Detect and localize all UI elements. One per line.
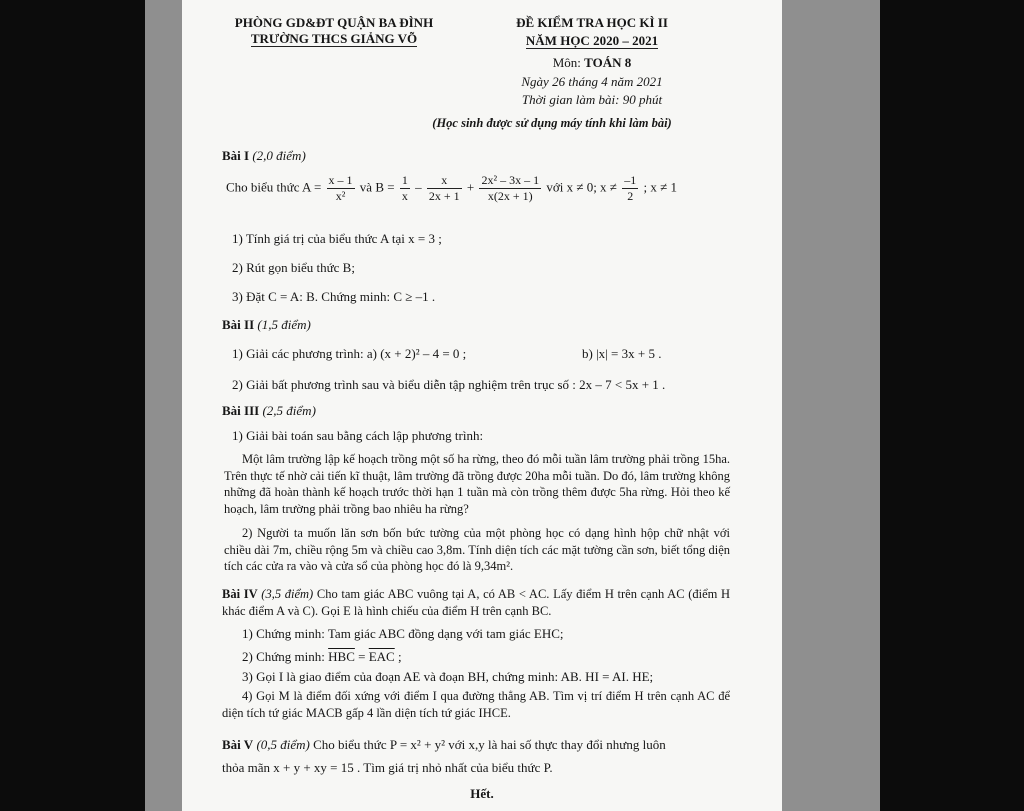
bai1-expression xyxy=(226,173,677,204)
expr-b-term1 xyxy=(400,173,410,204)
bai3-heading xyxy=(222,403,316,419)
expr-a-prefix: A = xyxy=(302,179,322,195)
left-dark-border xyxy=(0,0,145,811)
school-year-text: NĂM HỌC 2020 – 2021 xyxy=(525,33,659,48)
bai4-intro xyxy=(222,586,730,619)
bai4-intro-text: Cho tam giác ABC vuông tại A, có AB < AC. Lấy điểm H trên cạnh AC (điểm H khác điểm A và C). Gọi E là hình chiếu của điểm H trên cạnh BC. xyxy=(222,587,731,618)
school-name-text: TRƯỜNG THCS GIẢNG VÕ xyxy=(250,31,418,46)
bai5-line-1 xyxy=(222,737,666,753)
bai1-title: Bài I xyxy=(222,148,250,163)
bai3-question-1: 1) Giải bài toán sau bằng cách lập phương trình: xyxy=(232,428,484,443)
expr-b-term3 xyxy=(479,173,541,204)
subject-line xyxy=(482,55,702,71)
bai4-points: (3,5 điểm) xyxy=(261,587,314,601)
school-name xyxy=(204,31,464,47)
expr-minus: – xyxy=(415,179,422,195)
bai3-problem-2-text: 2) Người ta muốn lăn sơn bốn bức tường của một phòng học có dạng hình hộp chữ nhật với chiều dài 7m, chiều rộng 5m và chiều cao 3,8m. Tính diện tích các mặt tường cần sơn, biết tổng diện tích các cửa ra vào và cửa sổ của phòng học đó là 9,34m². xyxy=(224,526,730,573)
left-gray-margin xyxy=(145,0,182,811)
bai3-problem-2 xyxy=(224,525,730,575)
bai3-problem-1-text: Một lâm trường lập kế hoạch trồng một số ha rừng, theo đó mỗi tuần lâm trường phải trồng 15ha. Trên thực tế nhờ cải tiến kĩ thuật, lâm trường đã trồng được 20ha mỗi tuần. Do đó, lâm trường không những đã hoàn thành kế hoạch trước thời hạn 1 tuần mà còn trồng thêm được 5ha rừng. Hỏi theo kế hoạch, lâm trường phải trồng bao nhiêu ha rừng? xyxy=(224,452,730,516)
department-name: PHÒNG GD&ĐT QUẬN BA ĐÌNH xyxy=(234,15,434,30)
bai2-heading xyxy=(222,317,311,333)
expr-and: và xyxy=(359,179,373,195)
condition-prefix: với x ≠ 0; x ≠ xyxy=(546,179,617,195)
school-year xyxy=(482,33,702,49)
term1-numerator: 1 xyxy=(401,173,408,187)
angle-hbc: $\overline{HBC}$ xyxy=(328,649,355,664)
bai4-title: Bài IV xyxy=(222,587,258,601)
bai5-line-1-text: Cho biểu thức P = x² + y² với x,y là hai số thực thay đổi nhưng luôn xyxy=(313,737,666,752)
expr-a-fraction xyxy=(327,173,355,204)
bai2-title: Bài II xyxy=(222,317,255,332)
term3-numerator: 2x² – 3x – 1 xyxy=(481,173,540,187)
bai2-question-1a: 1) Giải các phương trình: a) (x + 2)² – 4 = 0 ; xyxy=(232,346,467,361)
right-gray-margin xyxy=(782,0,880,811)
subject-name: TOÁN 8 xyxy=(584,55,632,70)
calculator-note: (Học sinh được sử dụng máy tính khi làm bài) xyxy=(432,116,672,130)
bai3-points: (2,5 điểm) xyxy=(262,403,316,418)
bai4-question-3: 3) Gọi I là giao điểm của đoạn AE và đoạn BH, chứng minh: AB. HI = AI. HE; xyxy=(242,669,654,684)
condition-suffix: ; x ≠ 1 xyxy=(643,179,677,195)
right-dark-border xyxy=(880,0,1024,811)
term2-numerator: x xyxy=(427,173,462,189)
angle-eac: $\overline{EAC}$ xyxy=(368,649,395,664)
bai1-points: (2,0 điểm) xyxy=(252,148,306,163)
bai4-question-1: 1) Chứng minh: Tam giác ABC đồng dạng với tam giác EHC; xyxy=(242,626,564,641)
bai1-heading xyxy=(222,148,306,164)
bai4-question-4 xyxy=(222,688,730,721)
exam-date: Ngày 26 tháng 4 năm 2021 xyxy=(521,74,663,89)
condition-denominator: 2 xyxy=(627,189,634,203)
bai4-question-2 xyxy=(242,649,402,665)
bai3-title: Bài III xyxy=(222,403,260,418)
angle-equals: = xyxy=(358,649,366,664)
term1-denominator: x xyxy=(401,189,408,203)
bai4-q2-suffix: ; xyxy=(397,649,402,664)
expr-b-prefix: B = xyxy=(375,179,395,195)
expr-a-numerator: x – 1 xyxy=(328,173,353,187)
bai2-question-2: 2) Giải bất phương trình sau và biểu diễn tập nghiệm trên trục số : 2x – 7 < 5x + 1 . xyxy=(232,377,666,392)
end-marker: Hết. xyxy=(470,786,494,801)
bai2-points: (1,5 điểm) xyxy=(257,317,311,332)
bai3-problem-1 xyxy=(224,451,730,517)
exam-title: ĐỀ KIỂM TRA HỌC KÌ II xyxy=(516,15,668,30)
exam-duration: Thời gian làm bài: 90 phút xyxy=(521,92,663,107)
condition-fraction xyxy=(622,173,638,204)
bai4-question-4-text: 4) Gọi M là điểm đối xứng với điểm I qua đường thẳng AB. Tìm vị trí điểm H trên cạnh AC để diện tích tứ giác MACB gấp 4 lần diện tích tứ giác IHCE. xyxy=(222,689,730,720)
bai2-question-1b: b) |x| = 3x + 5 . xyxy=(582,346,662,361)
condition-numerator: –1 xyxy=(624,173,637,187)
bai4-q2-prefix: 2) Chứng minh: xyxy=(242,649,325,664)
bai1-question-3: 3) Đặt C = A: B. Chứng minh: C ≥ –1 . xyxy=(232,289,436,304)
bai5-title: Bài V xyxy=(222,737,254,752)
bai1-question-1: 1) Tính giá trị của biểu thức A tại x = 3 ; xyxy=(232,231,442,246)
expr-b-term2 xyxy=(427,173,462,204)
term3-denominator: x(2x + 1) xyxy=(487,189,533,203)
bai1-question-2: 2) Rút gọn biểu thức B; xyxy=(232,260,355,275)
exam-paper xyxy=(182,0,782,811)
bai1-lead: Cho biểu thức xyxy=(226,179,300,195)
subject-label: Môn: xyxy=(552,55,581,70)
bai5-line-2: thỏa mãn x + y + xy = 15 . Tìm giá trị nhỏ nhất của biểu thức P. xyxy=(222,760,553,775)
term2-denominator: 2x + 1 xyxy=(428,189,460,203)
expr-a-denominator: x² xyxy=(335,189,346,203)
bai5-points: (0,5 điểm) xyxy=(256,737,310,752)
expr-plus: + xyxy=(466,179,475,195)
